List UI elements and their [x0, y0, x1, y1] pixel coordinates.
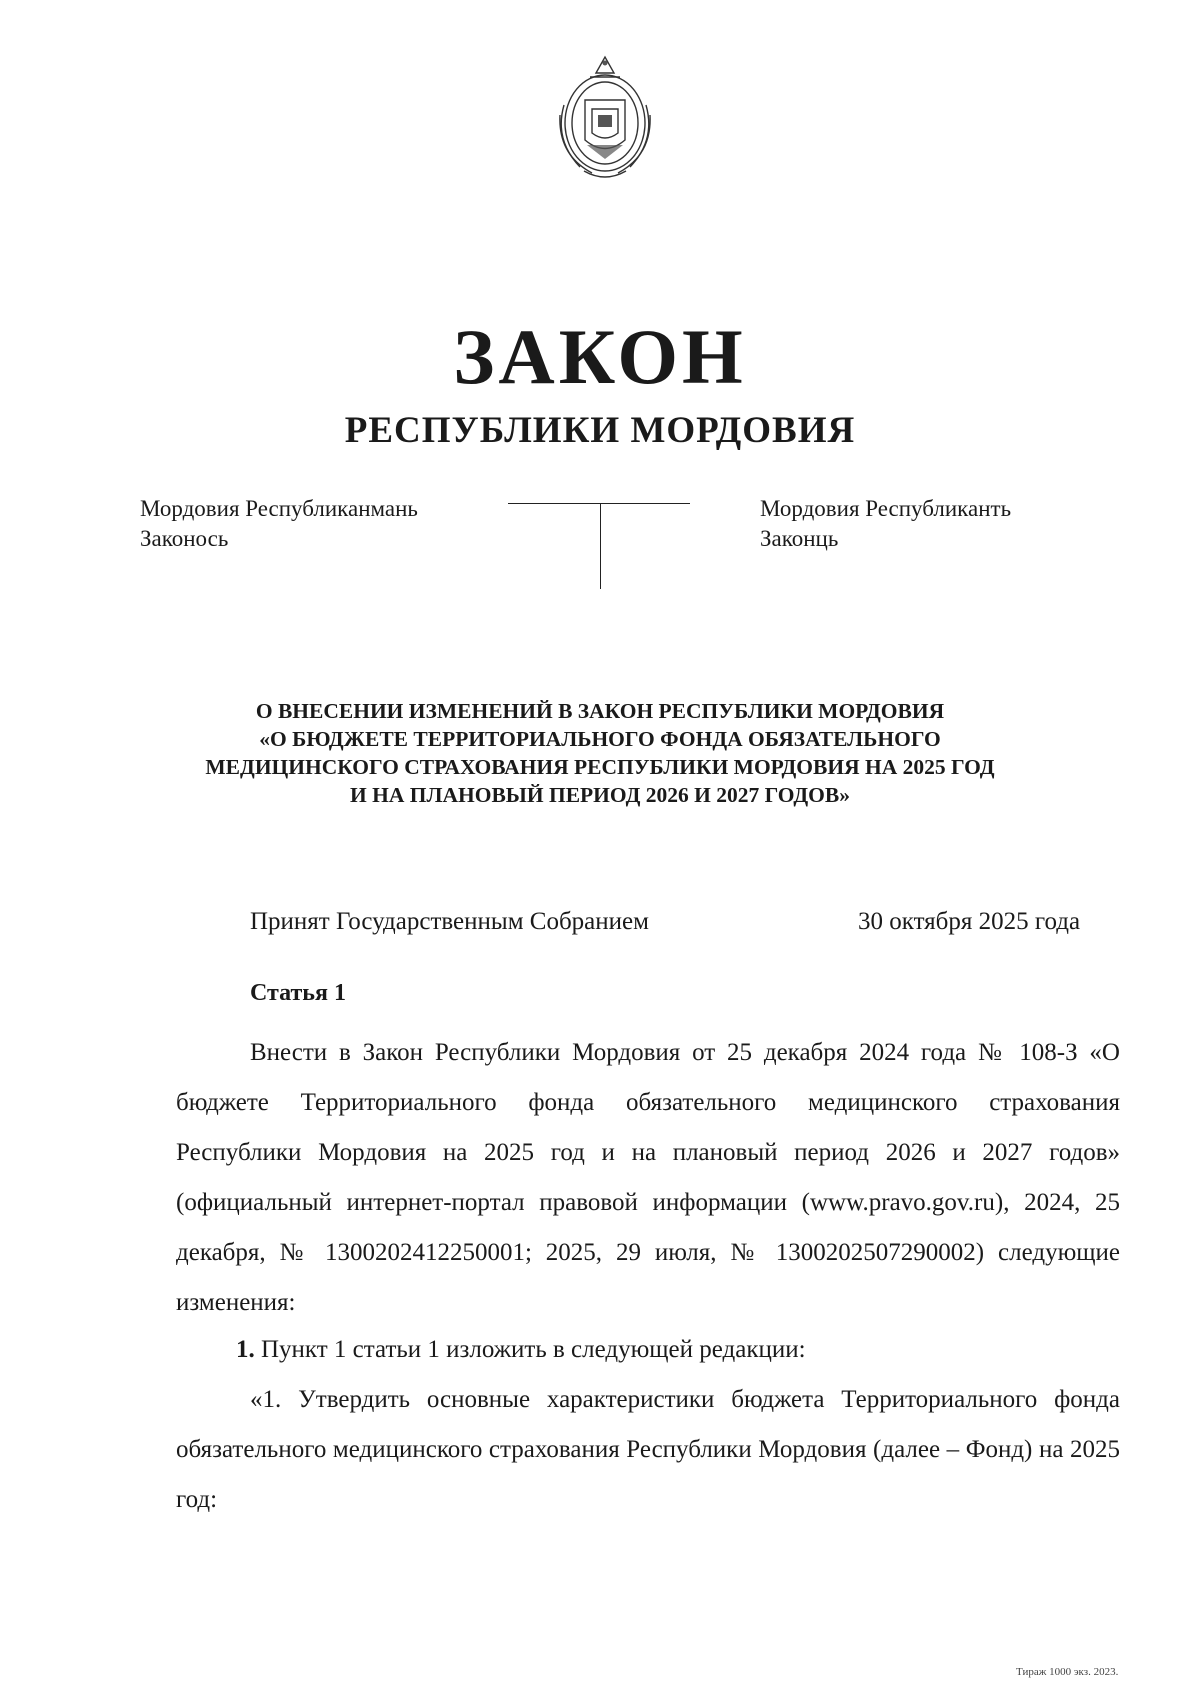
article-intro-paragraph: Внести в Закон Республики Мордовия от 25 декабря 2024 года № 108-З «О бюджете Территориального фонда обязательного медицинского страхования Республики Мордовия на 2025 год и на плановый период 2026 и 2027 годов» (официальный интернет-портал правовой информации (www.pravo.gov.ru), 2024, 25 декабря, № 1300202412250001; 2025, 29 июля, № 1300202507290002) следующие изменения: [176, 1039, 1120, 1316]
moksha-caption-line1: Мордовия Республиканмань [140, 496, 418, 521]
print-run-note: Тираж 1000 экз. 2023. [1016, 1666, 1119, 1678]
law-title [160, 697, 1040, 809]
coat-of-arms-emblem [540, 45, 670, 185]
adoption-body: Принят Государственным Собранием [250, 908, 649, 935]
amendment-quote-paragraph: «1. Утвердить основные характеристики бюджета Территориального фонда обязательного медицинского страхования Республики Мордовия (далее – Фонд) на 2025 год: [176, 1386, 1120, 1513]
erzya-caption-line1: Мордовия Республиканть [760, 496, 1012, 521]
law-title-line: МЕДИЦИНСКОГО СТРАХОВАНИЯ РЕСПУБЛИКИ МОРДОВИЯ НА 2025 ГОД [205, 755, 995, 779]
header-divider-horizontal [508, 503, 690, 504]
law-title-line: О ВНЕСЕНИИ ИЗМЕНЕНИЙ В ЗАКОН РЕСПУБЛИКИ МОРДОВИЯ [255, 699, 945, 723]
point-number: 1. [236, 1336, 255, 1363]
issuer-heading: РЕСПУБЛИКИ МОРДОВИЯ [344, 410, 856, 451]
moksha-caption [140, 494, 418, 554]
document-type-heading: ЗАКОН [453, 313, 747, 400]
law-title-line: «О БЮДЖЕТЕ ТЕРРИТОРИАЛЬНОГО ФОНДА ОБЯЗАТЕЛЬНОГО [259, 727, 941, 751]
erzya-caption-line2: Законць [760, 526, 839, 551]
point-text: Пункт 1 статьи 1 изложить в следующей редакции: [254, 1336, 806, 1363]
law-title-line: И НА ПЛАНОВЫЙ ПЕРИОД 2026 И 2027 ГОДОВ» [350, 783, 850, 807]
article-point-1 [236, 1325, 806, 1375]
erzya-caption [760, 494, 1011, 554]
moksha-caption-line2: Законось [140, 526, 229, 551]
article-heading: Статья 1 [250, 980, 346, 1006]
adoption-date: 30 октября 2025 года [858, 908, 1081, 935]
header-divider-vertical [600, 503, 601, 589]
